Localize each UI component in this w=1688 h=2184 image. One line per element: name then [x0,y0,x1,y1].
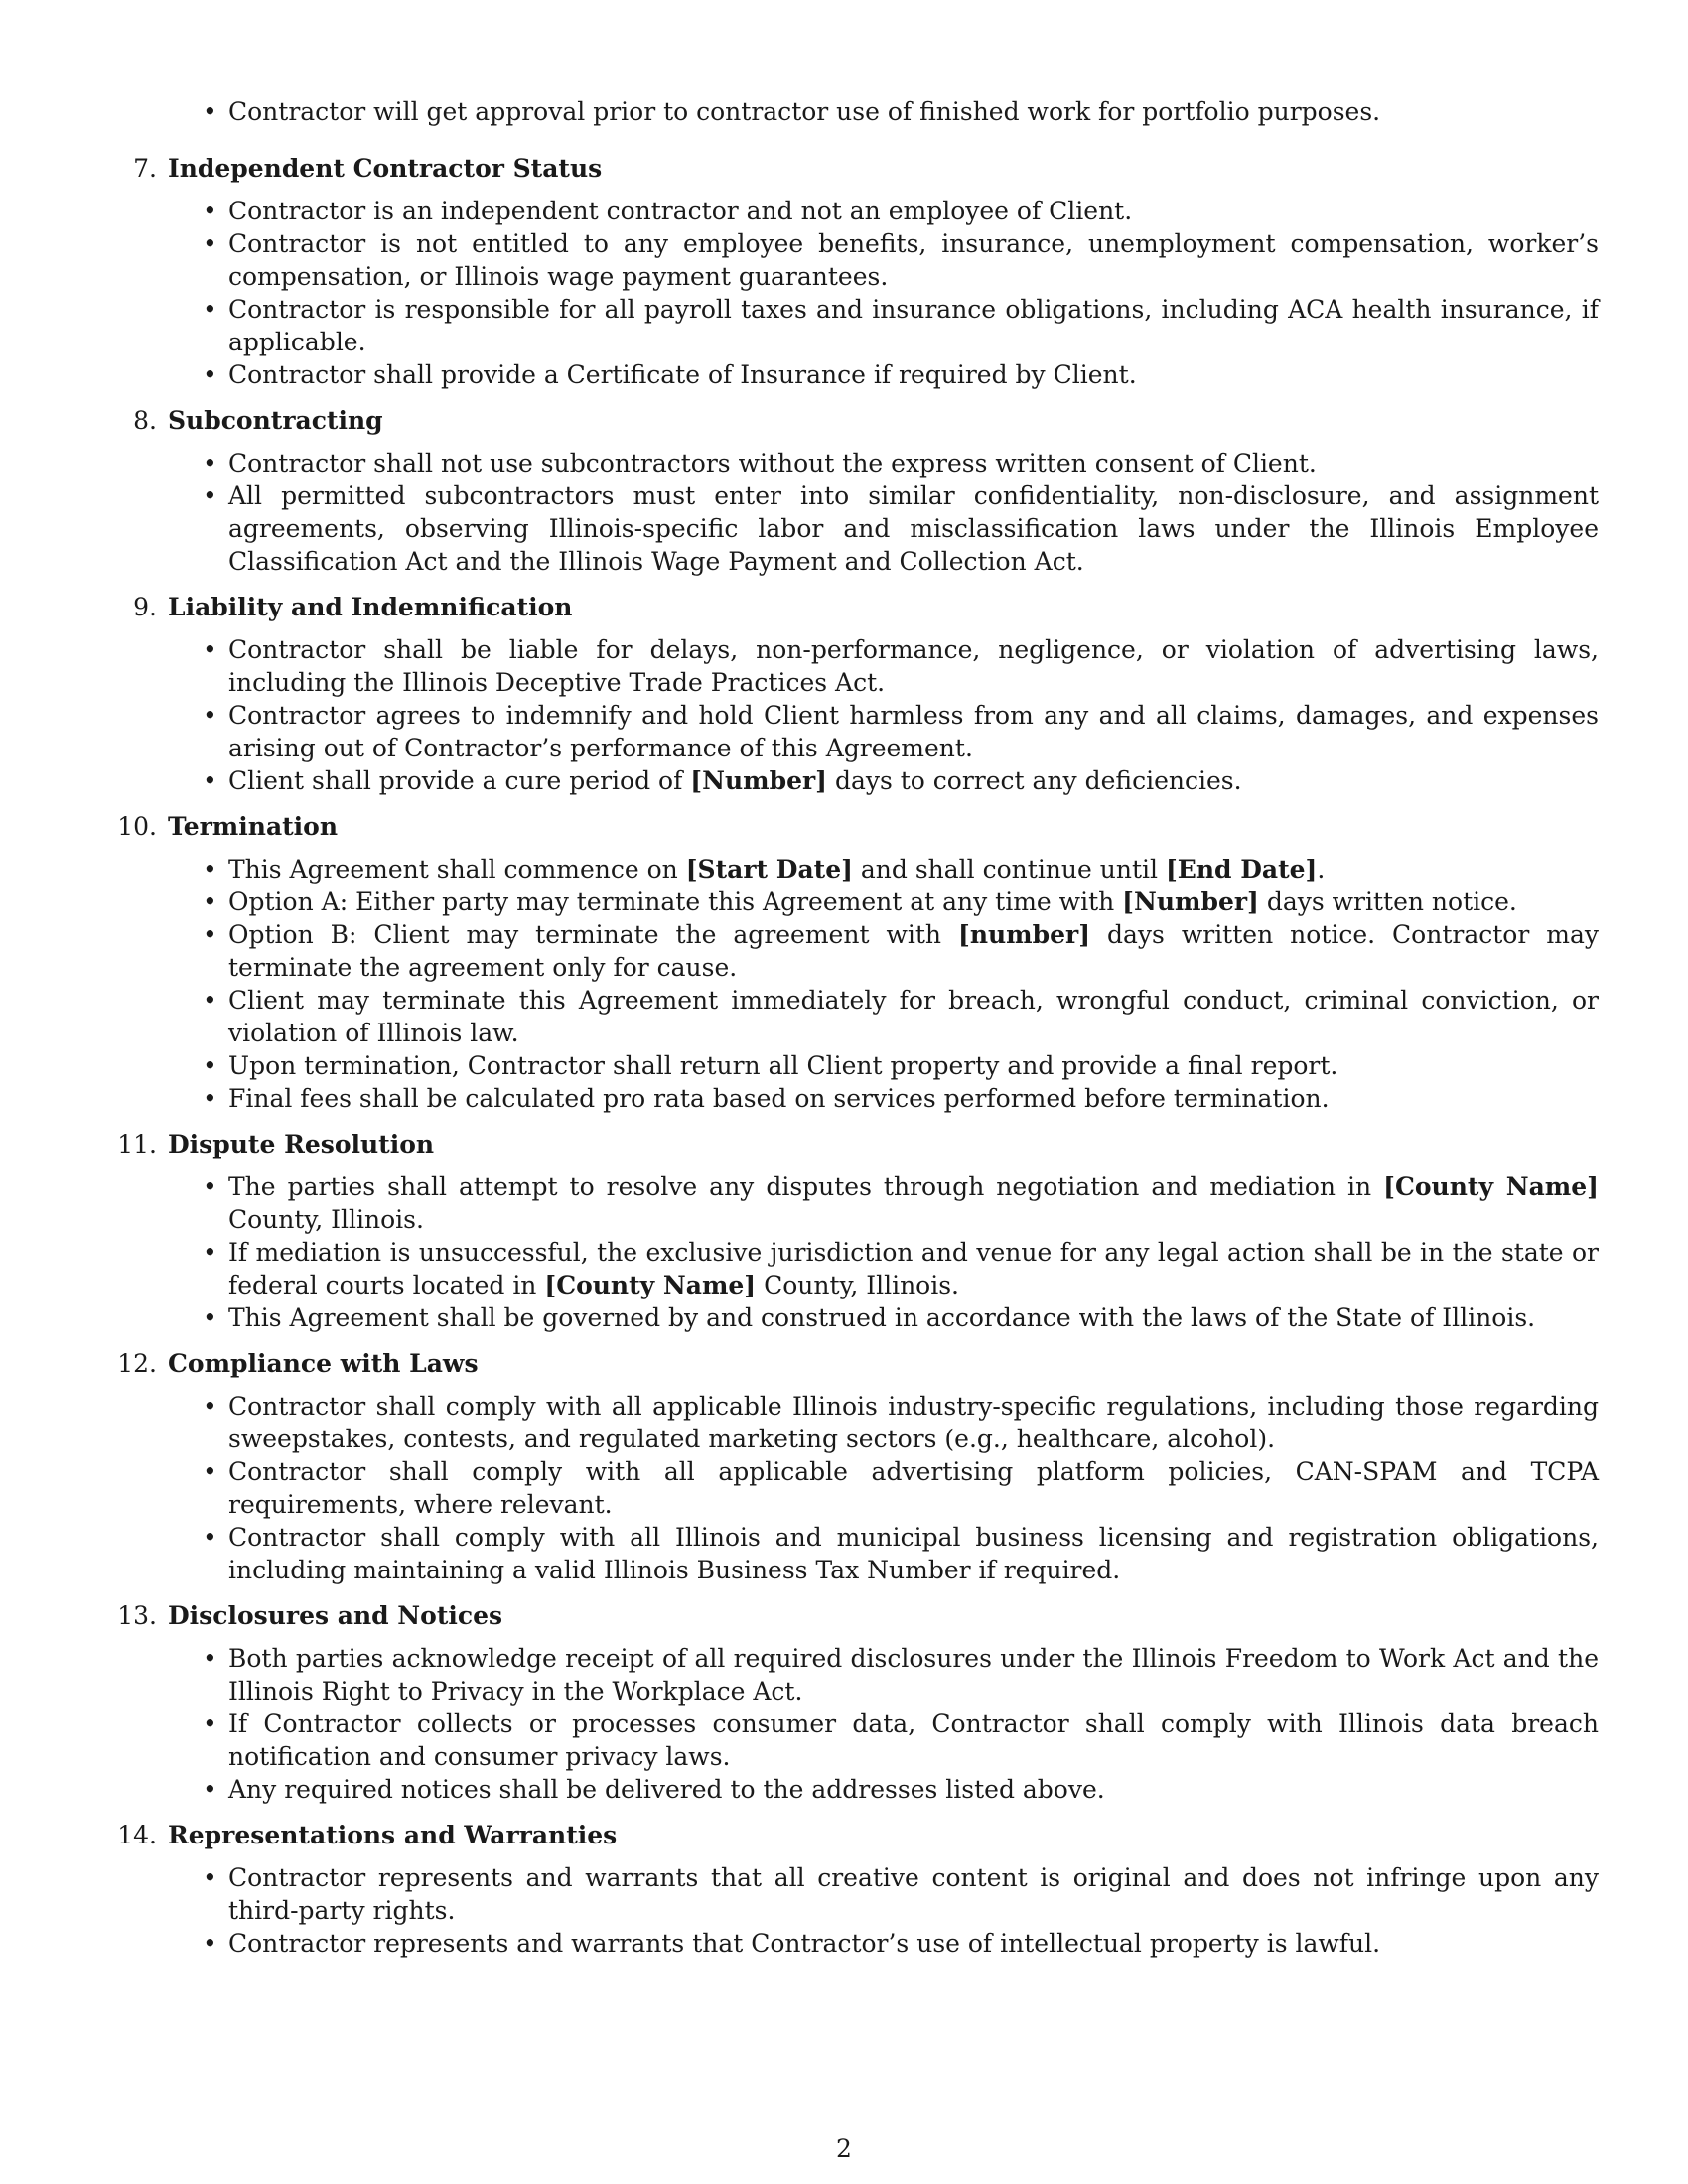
section-heading [0,1344,1688,1384]
bullet-text: County, Illinois. [228,1205,424,1234]
bullet-item [228,447,1599,479]
bullet-text: If mediation is unsuccessful, the exclusive jurisdiction and venue for any legal action shall be in the state or federal courts located in [228,1238,1599,1299]
bullet-text: Contractor is not entitled to any employee benefits, insurance, unemployment compensation, worker’s compensation, or Illinois wage payment guarantees. [228,229,1599,291]
bullet-item [228,479,1599,578]
bullet-text: Option A: Either party may terminate this Agreement at any time with [228,887,1123,916]
section-number: 11. [117,1130,157,1159]
bullet-item [228,1861,1599,1927]
section [0,807,1688,1115]
bullet-item [228,1521,1599,1586]
section-heading [0,1125,1688,1164]
bullet-item [228,293,1599,358]
bullet-list [228,1164,1599,1334]
bullet-item [228,1049,1599,1082]
bullet-text: days to correct any deficiencies. [827,766,1242,795]
placeholder-field: [End Date] [1165,855,1318,884]
bullet-item [228,1082,1599,1115]
section [0,1596,1688,1806]
carryover-bullet: • Contractor will get approval prior to contractor use of finished work for portfolio purposes. [228,95,1599,128]
bullet-item [228,1707,1599,1773]
bullet-text: This Agreement shall commence on [228,855,686,884]
bullet-text: Contractor shall not use subcontractors without the express written consent of Client. [228,449,1317,478]
section [0,149,1688,391]
bullet-text: All permitted subcontractors must enter into similar confidentiality, non-disclosure, and assignment agreements, observing Illinois-specific labor and misclassification laws under the Illinois Employee Classification Act and the Illinois Wage Payment and Collection Act. [228,481,1599,576]
bullet-list [228,1636,1599,1806]
bullet-item [228,764,1599,797]
section-heading [0,1816,1688,1855]
bullet-text: If Contractor collects or processes consumer data, Contractor shall comply with Illinois data breach notification and consumer privacy laws. [228,1709,1599,1771]
section [0,1344,1688,1586]
section [0,1816,1688,1960]
section-heading [0,401,1688,441]
bullet-item [228,1170,1599,1236]
bullet-list [228,1384,1599,1586]
bullet-text: Contractor shall comply with all applicable advertising platform policies, CAN-SPAM and TCPA requirements, where relevant. [228,1457,1599,1519]
section-title: Compliance with Laws [168,1349,479,1378]
bullet-item [228,1642,1599,1707]
section-title: Disclosures and Notices [168,1601,503,1630]
bullet-text: Contractor is an independent contractor and not an employee of Client. [228,197,1133,225]
bullet-item [228,1236,1599,1301]
section-number: 12. [117,1349,157,1378]
bullet-text: Upon termination, Contractor shall return all Client property and provide a final report. [228,1051,1338,1080]
section-title: Subcontracting [168,406,383,435]
bullet-item [228,1390,1599,1455]
bullet-text: days written notice. [1258,887,1517,916]
bullet-list [228,189,1599,391]
placeholder-field: [Start Date] [685,855,853,884]
bullet-item [228,195,1599,227]
bullet-text: Client may terminate this Agreement immediately for breach, wrongful conduct, criminal conviction, or violation of Illinois law. [228,986,1599,1047]
page-number: 2 [836,2134,852,2163]
section-title: Termination [168,812,339,841]
section-list [0,149,1688,1970]
section-number: 10. [117,812,157,841]
bullet-text: Contractor shall provide a Certificate of Insurance if required by Client. [228,360,1137,389]
bullet-item [228,918,1599,984]
bullet-item [228,1455,1599,1521]
section-title: Dispute Resolution [168,1130,435,1159]
placeholder-field: [County Name] [1383,1172,1599,1201]
section-title: Liability and Indemnification [168,593,573,621]
section [0,401,1688,578]
bullet-text: Any required notices shall be delivered to the addresses listed above. [228,1775,1105,1804]
bullet-text: Client shall provide a cure period of [228,766,691,795]
bullet-text: . [1317,855,1326,884]
bullet-item [228,984,1599,1049]
section [0,1125,1688,1334]
bullet-text: days written notice. Contractor may terminate the agreement only for cause. [228,920,1599,982]
section-heading [0,149,1688,189]
bullet-text: Final fees shall be calculated pro rata based on services performed before termination. [228,1084,1330,1113]
bullet-list [228,1855,1599,1960]
bullet-list [228,847,1599,1115]
bullet-text: and shall continue until [852,855,1166,884]
placeholder-field: [Number] [1122,887,1259,916]
section-number: 14. [117,1821,157,1849]
bullet-text: Option B: Client may terminate the agreement with [228,920,958,949]
section [0,588,1688,797]
section-heading [0,588,1688,627]
bullet-text: Contractor represents and warrants that Contractor’s use of intellectual property is lawful. [228,1929,1381,1958]
bullet-text: Contractor is responsible for all payroll taxes and insurance obligations, including ACA health insurance, if applicable. [228,295,1599,356]
section-number: 9. [133,593,157,621]
bullet-text: County, Illinois. [756,1271,959,1299]
bullet-text: Contractor represents and warrants that all creative content is original and does not infringe upon any third-party rights. [228,1863,1599,1925]
bullet-text: This Agreement shall be governed by and construed in accordance with the laws of the State of Illinois. [228,1303,1536,1332]
bullet-text: Contractor shall comply with all Illinois and municipal business licensing and registration obligations, including maintaining a valid Illinois Business Tax Number if required. [228,1523,1599,1584]
section-title: Independent Contractor Status [168,154,603,183]
section-title: Representations and Warranties [168,1821,618,1849]
bullet-item [228,1927,1599,1960]
bullet-text: Both parties acknowledge receipt of all required disclosures under the Illinois Freedom to Work Act and the Illinois Right to Privacy in the Workplace Act. [228,1644,1599,1706]
section-number: 7. [133,154,157,183]
bullet-text: Contractor agrees to indemnify and hold Client harmless from any and all claims, damages, and expenses arising out of Contractor’s performance of this Agreement. [228,701,1599,762]
bullet-item [228,1773,1599,1806]
bullet-text: Contractor shall comply with all applicable Illinois industry-specific regulations, including those regarding sweepstakes, contests, and regulated marketing sectors (e.g., healthcare, alcohol). [228,1392,1599,1453]
bullet-item [228,1301,1599,1334]
bullet-item [228,358,1599,391]
section-heading [0,807,1688,847]
bullet-item [228,886,1599,918]
bullet-item [228,227,1599,293]
section-heading [0,1596,1688,1636]
bullet-item [228,853,1599,886]
bullet-text: Contractor shall be liable for delays, non-performance, negligence, or violation of advertising laws, including the Illinois Deceptive Trade Practices Act. [228,635,1599,697]
placeholder-field: [Number] [690,766,827,795]
placeholder-field: [number] [958,920,1091,949]
placeholder-field: [County Name] [544,1271,757,1299]
carryover-bullet-list [228,95,1599,128]
section-number: 13. [117,1601,157,1630]
bullet-item [228,633,1599,699]
bullet-text: The parties shall attempt to resolve any disputes through negotiation and mediation in [228,1172,1384,1201]
section-number: 8. [133,406,157,435]
bullet-list [228,441,1599,578]
bullet-item [228,699,1599,764]
bullet-list [228,627,1599,797]
